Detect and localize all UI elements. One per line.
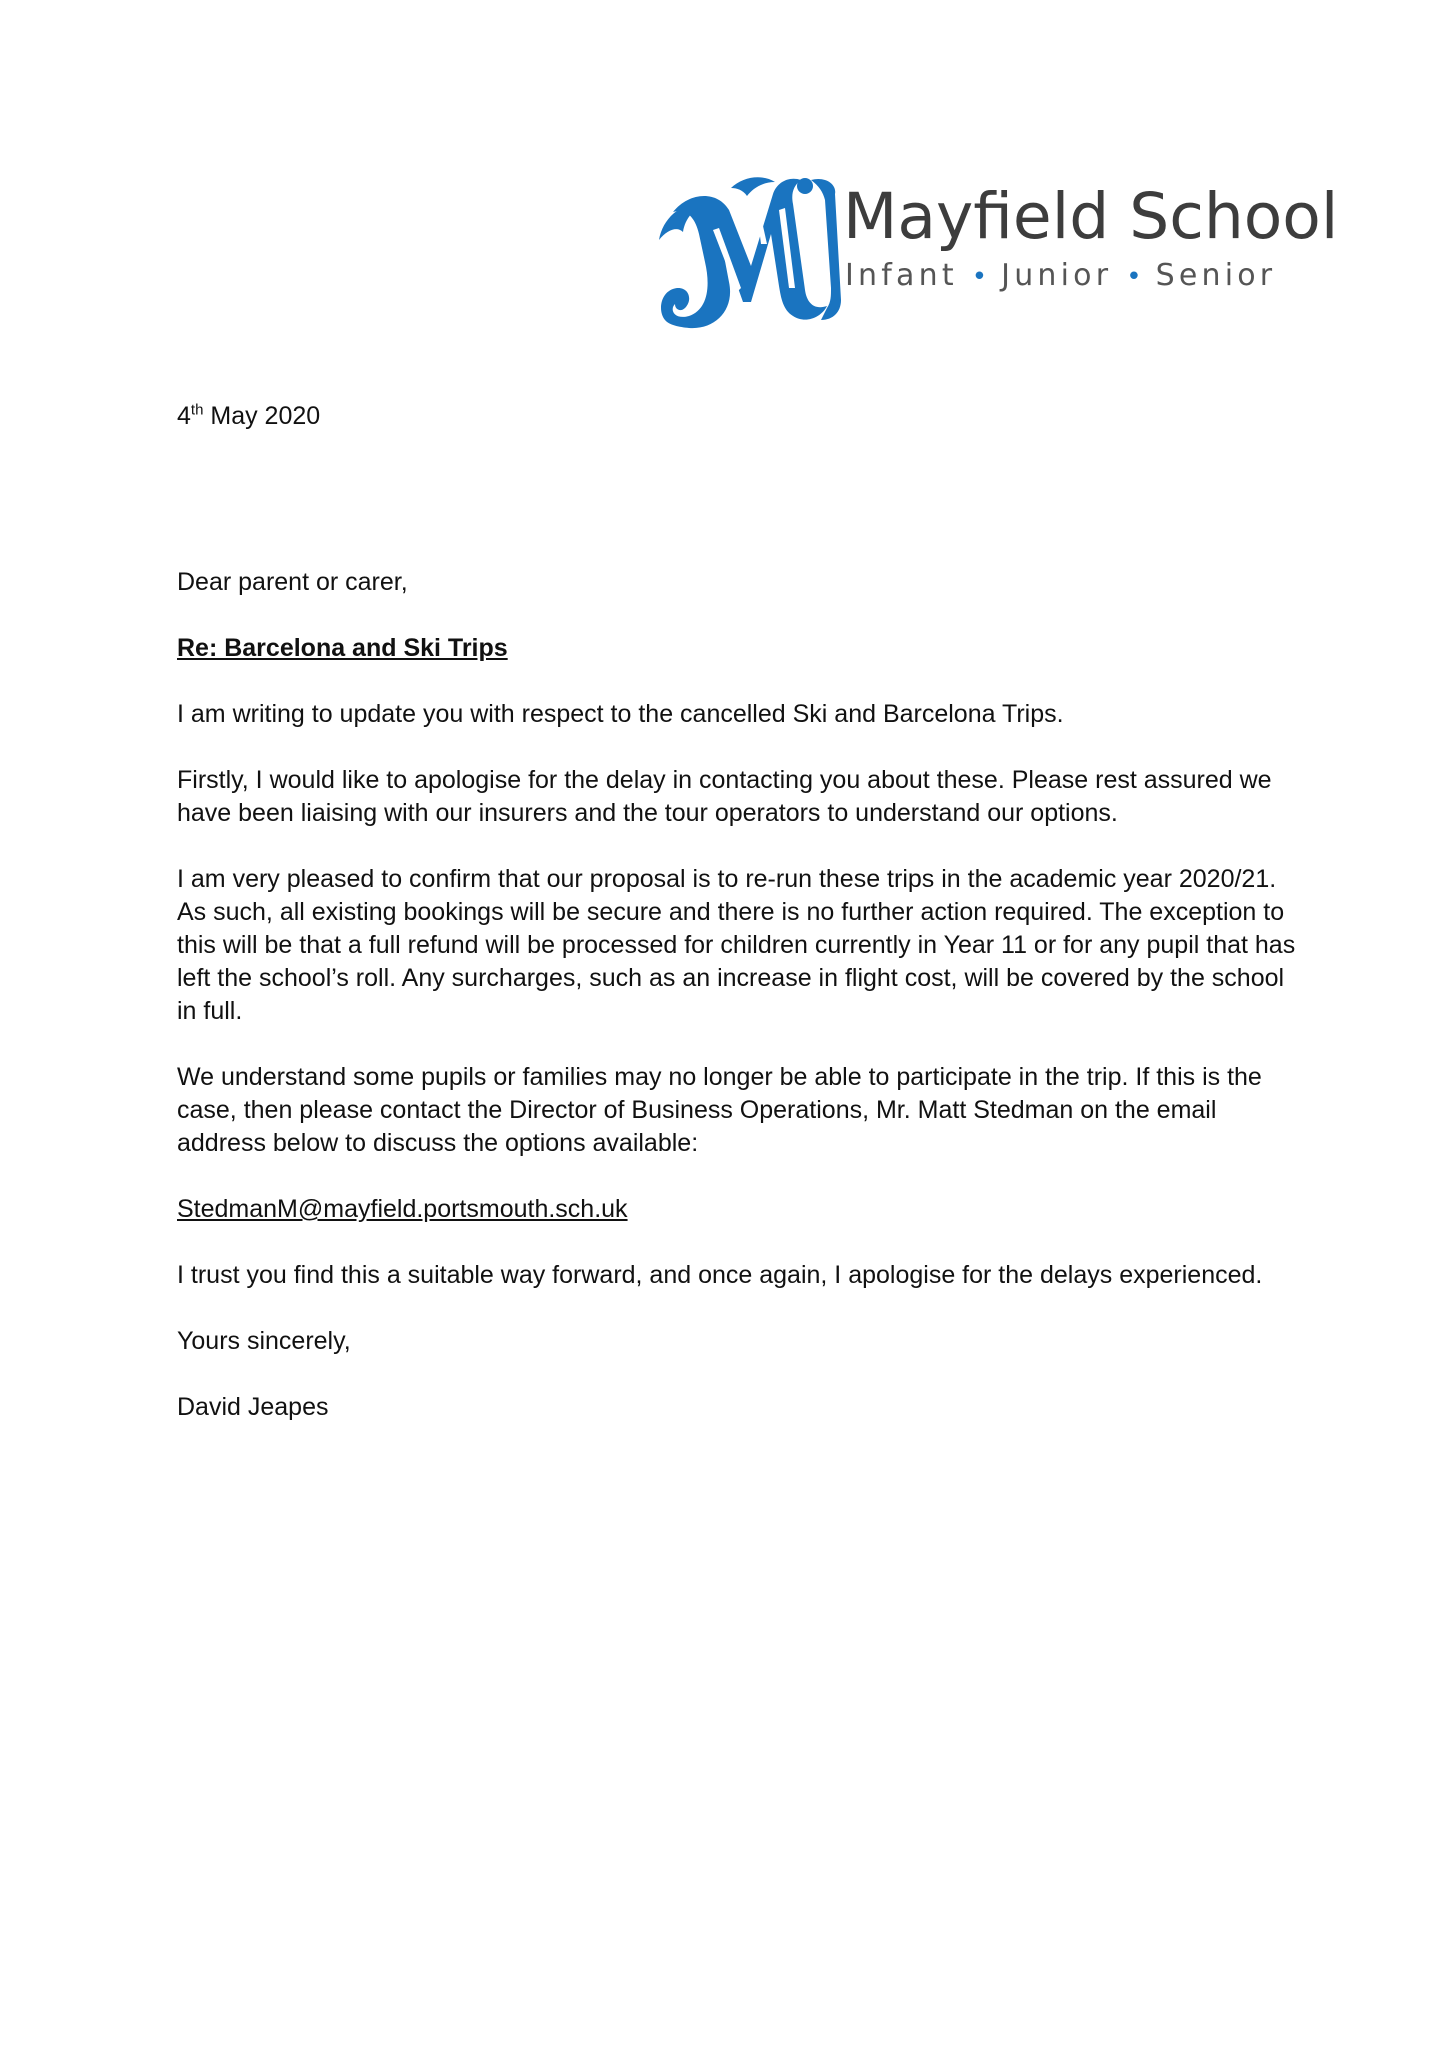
letter-date: 4th May 2020	[177, 401, 321, 430]
letter-subject: Re: Barcelona and Ski Trips	[177, 634, 508, 662]
paragraph-contact: We understand some pupils or families may no longer be able to participate in the trip. If this is the case, then please contact the Director of Business Operations, Mr. Matt Stedman on the email address below to discuss the options available:	[177, 1063, 1262, 1157]
tagline-senior: Senior	[1155, 258, 1277, 293]
paragraph-closing: I trust you find this a suitable way forward, and once again, I apologise for the delays experienced.	[177, 1261, 1263, 1289]
paragraph-apology: Firstly, I would like to apologise for the delay in contacting you about these. Please rest assured we have been liaising with our insurers and the tour operators to understand our options.	[177, 766, 1272, 827]
tagline-junior: Junior	[1001, 258, 1113, 293]
email-link[interactable]: StedmanM@mayfield.portsmouth.sch.uk	[177, 1195, 628, 1223]
paragraph-proposal: I am very pleased to confirm that our proposal is to re-run these trips in the academic year 2020/21. As such, all existing bookings will be secure and there is no further action required. The exception to this will be that a full refund will be processed for children currently in Year 11 or for any pupil that has left the school’s roll. Any surcharges, such as an increase in flight cost, will be covered by the school in full.	[177, 865, 1296, 1025]
sign-off: Yours sincerely,	[177, 1327, 351, 1355]
school-tagline	[845, 258, 1276, 295]
signatory-name: David Jeapes	[177, 1393, 329, 1421]
mayfield-m-monogram-icon	[655, 170, 845, 330]
email-line	[177, 1193, 1297, 1226]
school-name: Mayfield School	[843, 180, 1339, 253]
tagline-infant: Infant	[845, 258, 958, 293]
paragraph-intro: I am writing to update you with respect to the cancelled Ski and Barcelona Trips.	[177, 700, 1064, 728]
tagline-separator: •	[1126, 262, 1142, 292]
letterhead	[655, 170, 1339, 330]
tagline-separator: •	[971, 262, 988, 292]
date-suffix: th	[190, 401, 204, 419]
salutation: Dear parent or carer,	[177, 568, 408, 596]
